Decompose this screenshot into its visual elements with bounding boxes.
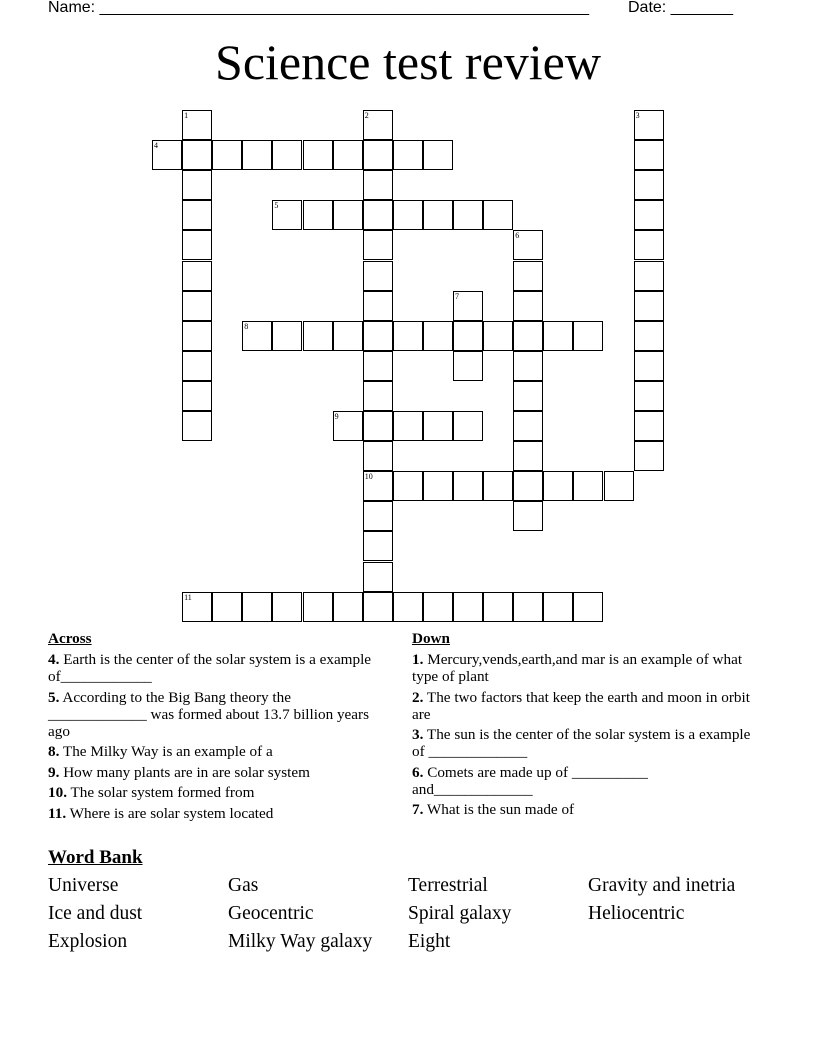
word-bank-item: Explosion	[48, 931, 128, 952]
down-clue-7	[412, 801, 762, 818]
clue-text: How many plants are in are solar system	[59, 763, 310, 781]
crossword-cell[interactable]	[333, 321, 363, 351]
crossword-cell[interactable]	[634, 291, 664, 321]
clue-number-label: 8	[244, 321, 249, 331]
clue-number: 3.	[412, 726, 424, 744]
crossword-cell[interactable]	[363, 140, 393, 170]
crossword-cell[interactable]	[513, 321, 543, 351]
crossword-cell[interactable]	[333, 592, 363, 622]
crossword-cell[interactable]	[634, 230, 664, 260]
crossword-cell[interactable]	[182, 170, 212, 200]
crossword-cell[interactable]	[634, 140, 664, 170]
clue-text: What is the sun made of	[423, 801, 575, 819]
across-clues	[48, 630, 388, 826]
crossword-cell[interactable]	[634, 321, 664, 351]
page-title: Science test review	[215, 34, 601, 90]
crossword-cell[interactable]	[634, 261, 664, 291]
crossword-cell[interactable]	[363, 562, 393, 592]
crossword-cell[interactable]	[212, 592, 242, 622]
clue-number-label: 6	[515, 231, 520, 241]
word-bank-grid	[48, 872, 788, 956]
crossword-cell[interactable]	[604, 471, 634, 501]
crossword-cell[interactable]	[242, 321, 272, 351]
clue-number-label: 11	[184, 592, 192, 602]
clue-text: Where is are solar system located	[66, 804, 274, 822]
crossword-cell[interactable]	[182, 411, 212, 441]
crossword-cell[interactable]	[453, 321, 483, 351]
crossword-cell[interactable]	[182, 200, 212, 230]
word-bank-item: Spiral galaxy	[408, 903, 512, 924]
date-label: Date:	[628, 0, 671, 16]
crossword-cell[interactable]	[453, 291, 483, 321]
word-bank-item	[588, 928, 788, 956]
crossword-cell[interactable]	[513, 291, 543, 321]
crossword-cell[interactable]	[303, 200, 333, 230]
down-clue-2	[412, 689, 762, 723]
word-bank-item: Milky Way galaxy	[228, 931, 373, 952]
crossword-cell[interactable]	[333, 200, 363, 230]
word-bank-item: Gas	[228, 875, 259, 896]
across-clue-5	[48, 689, 388, 740]
down-heading: Down	[412, 630, 450, 647]
clue-text: The solar system formed from	[66, 784, 255, 802]
crossword-cell[interactable]	[634, 110, 664, 140]
crossword-cell[interactable]	[423, 321, 453, 351]
crossword-cell[interactable]	[483, 200, 513, 230]
crossword-cell[interactable]	[634, 170, 664, 200]
crossword-cell[interactable]	[363, 200, 393, 230]
crossword-cell[interactable]	[423, 471, 453, 501]
crossword-cell[interactable]	[483, 321, 513, 351]
clue-number-label: 10	[364, 472, 373, 482]
crossword-cell[interactable]	[333, 140, 363, 170]
crossword-cell[interactable]	[423, 592, 453, 622]
crossword-cell[interactable]	[363, 441, 393, 471]
clue-text: According to the Big Bang theory the _____________ was formed about 13.7 billion years ago	[48, 688, 369, 740]
clue-number-label: 1	[184, 111, 189, 120]
crossword-cell[interactable]	[543, 321, 573, 351]
crossword-cell[interactable]	[363, 230, 393, 260]
crossword-cell[interactable]	[363, 321, 393, 351]
crossword-cell[interactable]	[634, 351, 664, 381]
word-bank-item: Geocentric	[228, 903, 314, 924]
clue-number: 8.	[48, 743, 60, 761]
crossword-cell[interactable]	[272, 140, 302, 170]
across-clue-list	[48, 651, 388, 822]
crossword-cell[interactable]	[634, 381, 664, 411]
clue-text: The sun is the center of the solar system is a example of _____________	[412, 726, 751, 761]
crossword-cell[interactable]	[182, 381, 212, 411]
crossword-cell[interactable]	[272, 321, 302, 351]
crossword-cell[interactable]	[573, 471, 603, 501]
name-blank[interactable]: _______________________________________________________	[99, 0, 589, 16]
clue-text: Comets are made up of __________ and_____________	[412, 763, 648, 798]
crossword-cell[interactable]	[303, 592, 333, 622]
across-clue-8	[48, 743, 388, 760]
crossword-cell[interactable]	[513, 230, 543, 260]
crossword-cell[interactable]	[573, 321, 603, 351]
word-bank-item: Eight	[408, 931, 451, 952]
crossword-cell[interactable]	[513, 411, 543, 441]
name-label: Name:	[48, 0, 100, 16]
clue-number-label: 3	[635, 111, 640, 120]
crossword-cell[interactable]	[483, 592, 513, 622]
clue-text: The Milky Way is an example of a	[59, 743, 273, 761]
down-clue-list	[412, 651, 762, 818]
clue-number-label: 7	[455, 291, 459, 301]
crossword-cell[interactable]	[423, 140, 453, 170]
crossword-cell[interactable]	[272, 200, 302, 230]
clue-text: Mercury,vends,earth,and mar is an example of what type of plant	[412, 651, 743, 685]
crossword-cell[interactable]	[634, 411, 664, 441]
down-clue-6	[412, 764, 762, 798]
crossword-cell[interactable]	[483, 471, 513, 501]
clue-number-label: 4	[154, 141, 158, 151]
across-clue-11	[48, 805, 388, 822]
clue-number: 2.	[412, 688, 424, 706]
crossword-cell[interactable]	[513, 501, 543, 531]
crossword-cell[interactable]	[543, 471, 573, 501]
crossword-cell[interactable]	[453, 351, 483, 381]
crossword-cell[interactable]	[363, 592, 393, 622]
crossword-cell[interactable]	[363, 411, 393, 441]
word-bank-heading: Word Bank	[48, 847, 143, 868]
crossword-cell[interactable]	[363, 351, 393, 381]
clue-number: 9.	[48, 763, 60, 781]
crossword-cell[interactable]	[393, 471, 423, 501]
crossword-cell[interactable]	[182, 230, 212, 260]
crossword-cell[interactable]	[453, 592, 483, 622]
crossword-cell[interactable]	[453, 411, 483, 441]
word-bank	[48, 846, 788, 956]
crossword-cell[interactable]	[212, 140, 242, 170]
crossword-cell[interactable]	[182, 261, 212, 291]
clue-number: 1.	[412, 651, 424, 668]
crossword-cell[interactable]	[182, 140, 212, 170]
clue-number-label: 2	[364, 111, 369, 120]
crossword-cell[interactable]	[242, 592, 272, 622]
across-clue-4	[48, 651, 388, 685]
crossword-cell[interactable]	[634, 200, 664, 230]
crossword-cell[interactable]	[573, 592, 603, 622]
word-bank-item: Gravity and inetria	[588, 875, 736, 896]
clue-text: The two factors that keep the earth and moon in orbit are	[412, 688, 750, 723]
crossword-cell[interactable]	[363, 170, 393, 200]
clue-number: 6.	[412, 763, 424, 781]
clue-number-label: 5	[274, 201, 279, 211]
across-heading: Across	[48, 630, 92, 647]
crossword-cell[interactable]	[393, 321, 423, 351]
clue-number: 4.	[48, 651, 60, 668]
crossword-cell[interactable]	[393, 200, 423, 230]
clue-number: 11.	[48, 804, 67, 822]
word-bank-item: Ice and dust	[48, 903, 143, 924]
crossword-cell[interactable]	[423, 200, 453, 230]
clue-text: Earth is the center of the solar system is a example of____________	[48, 651, 372, 685]
clue-number: 5.	[48, 688, 60, 706]
word-bank-item: Universe	[48, 875, 119, 896]
crossword-cell[interactable]	[634, 441, 664, 471]
crossword-cell[interactable]	[393, 592, 423, 622]
crossword-cell[interactable]	[453, 471, 483, 501]
crossword-cell[interactable]	[303, 140, 333, 170]
crossword-cell[interactable]	[242, 140, 272, 170]
crossword-cell[interactable]	[333, 411, 363, 441]
crossword-cell[interactable]	[513, 471, 543, 501]
crossword-cell[interactable]	[453, 200, 483, 230]
date-blank[interactable]: _______	[670, 0, 733, 16]
crossword-cell[interactable]	[152, 140, 182, 170]
across-clue-9	[48, 764, 388, 781]
down-clue-3	[412, 726, 762, 760]
crossword-cell[interactable]	[363, 291, 393, 321]
word-bank-item: Heliocentric	[588, 903, 685, 924]
down-clue-1	[412, 651, 762, 685]
clue-number-label: 9	[334, 412, 339, 421]
crossword-cell[interactable]	[543, 592, 573, 622]
crossword-cell[interactable]	[513, 351, 543, 381]
crossword-cell[interactable]	[363, 110, 393, 140]
crossword-cell[interactable]	[272, 592, 302, 622]
crossword-cell[interactable]	[363, 261, 393, 291]
crossword-cell[interactable]	[513, 592, 543, 622]
crossword-cell[interactable]	[363, 471, 393, 501]
clue-number: 7.	[412, 801, 424, 819]
crossword-cell[interactable]	[182, 110, 212, 140]
crossword-cell[interactable]	[182, 291, 212, 321]
crossword-cell[interactable]	[363, 531, 393, 561]
crossword-cell[interactable]	[513, 381, 543, 411]
crossword-cell[interactable]	[513, 441, 543, 471]
crossword-cell[interactable]	[363, 501, 393, 531]
crossword-cell[interactable]	[182, 321, 212, 351]
crossword-cell[interactable]	[182, 592, 212, 622]
crossword-cell[interactable]	[393, 411, 423, 441]
crossword-cell[interactable]	[363, 381, 393, 411]
crossword-cell[interactable]	[303, 321, 333, 351]
word-bank-item: Terrestrial	[408, 875, 488, 896]
crossword-cell[interactable]	[182, 351, 212, 381]
down-clues	[412, 630, 762, 822]
crossword-cell[interactable]	[423, 411, 453, 441]
crossword-cell[interactable]	[513, 261, 543, 291]
clue-number: 10.	[48, 784, 67, 802]
crossword-cell[interactable]	[393, 140, 423, 170]
across-clue-10	[48, 784, 388, 801]
